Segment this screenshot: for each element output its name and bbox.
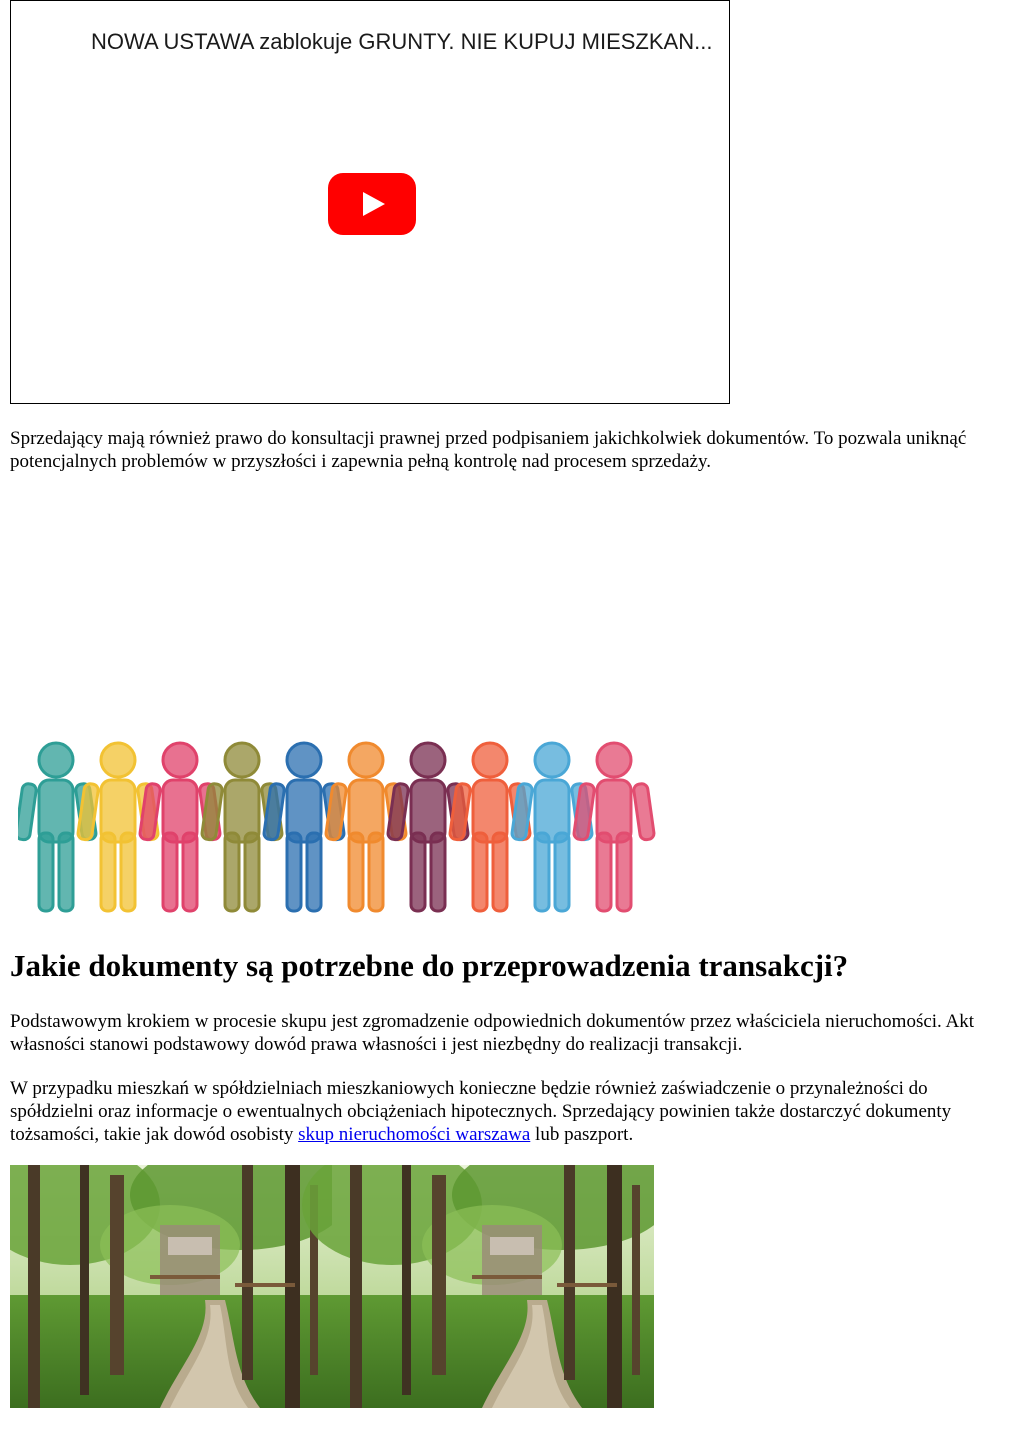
people-figures-image <box>18 738 658 918</box>
paragraph-text-after-link: lub paszport. <box>530 1124 634 1145</box>
person-figure <box>573 743 654 911</box>
forest-path-image <box>10 1165 654 1408</box>
paragraph-legal-consultation: Sprzedający mają również prawo do konsultacji prawnej przed podpisaniem jakichkolwiek dokumentów. To pozwala uniknąć potencjalnych problemów w przyszłości i zapewnia pełną kontrolę nad procesem sprzedaży. <box>10 428 967 472</box>
paragraph-cooperative <box>10 1077 1014 1146</box>
video-title[interactable]: NOWA USTAWA zablokuje GRUNTY. NIE KUPUJ MIESZKAN... <box>91 29 713 54</box>
youtube-video-embed[interactable] <box>10 0 730 404</box>
paragraph-documents: Podstawowym krokiem w procesie skupu jest zgromadzenie odpowiednich dokumentów przez właściciela nieruchomości. Akt własności stanowi podstawowy dowód prawa własności i jest niezbędny do realizacji transakcji. <box>10 1011 974 1055</box>
youtube-play-icon[interactable] <box>328 173 416 235</box>
section-heading: Jakie dokumenty są potrzebne do przeprowadzenia transakcji? <box>10 948 849 983</box>
skup-nieruchomosci-link[interactable]: skup nieruchomości warszawa <box>298 1124 531 1145</box>
paragraph-text-before-link: W przypadku mieszkań w spółdzielniach mieszkaniowych konieczne będzie również zaświadczenie o przynależności do spółdzielni oraz informacje o ewentualnych obciążeniach hipotecznych. Sprzedający powinien także dostarczyć dokumenty tożsamości, takie jak dowód osobisty <box>10 1078 952 1145</box>
